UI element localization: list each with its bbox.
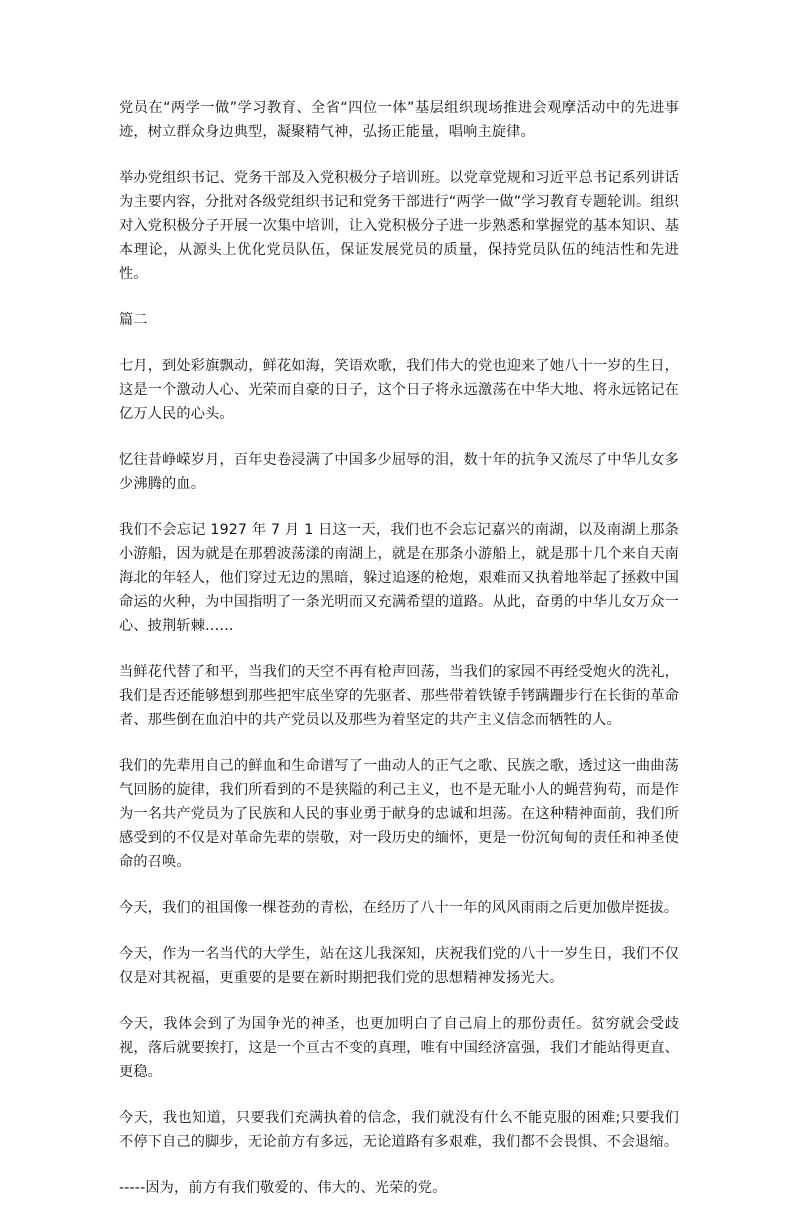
paragraph-flowers-peace: 当鲜花代替了和平，当我们的天空不再有枪声回荡，当我们的家园不再经受炮火的洗礼，我们是否还能够想到那些把牢底坐穿的先驱者、那些带着铁镣手铐蹒跚步行在长街的革命者、那些倒在血泊中的共产党员以及那些为着坚定的共产主义信念而牺牲的人。 <box>119 664 679 728</box>
paragraph-predecessors: 我们的先辈用自己的鲜血和生命谱写了一曲动人的正气之歌、民族之歌，透过这一曲曲荡气回肠的旋律，我们所看到的不是狭隘的利己主义，也不是无耻小人的蝇营狗苟，而是作为一名共产党员为了民族和人民的事业勇于献身的忠诚和坦荡。在这种精神面前，我们所感受到的不仅是对革命先辈的崇敬，对一段历史的缅怀，更是一份沉甸甸的责任和神圣使命的召唤。 <box>119 758 679 870</box>
paragraph-closing: -----因为，前方有我们敬爱的、伟大的、光荣的党。 <box>119 1180 447 1196</box>
paragraph-today-student: 今天，作为一名当代的大学生，站在这儿我深知，庆祝我们党的八十一岁生日，我们不仅仅是对其祝福，更重要的是要在新时期把我们党的思想精神发扬光大。 <box>119 946 679 986</box>
document-body <box>119 96 679 1222</box>
paragraph-nanhu-boat: 我们不会忘记 1927 年 7 月 1 日这一天，我们也不会忘记嘉兴的南湖，以及南湖上那条小游船，因为就是在那碧波荡漾的南湖上，就是在那条小游船上，就是那十几个来自天南海北的年轻人，他们穿过无边的黑暗，躲过追逐的枪炮，艰难而又执着地举起了拯救中国命运的火种，为中国指明了一条光明而又充满希望的道路。从此，奋勇的中华儿女万众一心、披荆斩棘…… <box>119 522 679 634</box>
paragraph-today-pine: 今天，我们的祖国像一棵苍劲的青松，在经历了八十一年的风风雨雨之后更加傲岸挺拔。 <box>119 900 679 916</box>
paragraph-past-years: 忆往昔峥嵘岁月，百年史卷浸满了中国多少屈辱的泪，数十年的抗争又流尽了中华儿女多少沸腾的血。 <box>119 452 679 492</box>
paragraph-today-belief: 今天，我也知道，只要我们充满执着的信念，我们就没有什么不能克服的困难;只要我们不停下自己的脚步，无论前方有多远，无论道路有多艰难，我们都不会畏惧、不会退缩。 <box>119 1110 679 1150</box>
paragraph-july-birthday: 七月，到处彩旗飘动，鲜花如海，笑语欢歌，我们伟大的党也迎来了她八十一岁的生日，这是一个激动人心、光荣而自豪的日子，这个日子将永远激荡在中华大地、将永远铭记在亿万人民的心头。 <box>119 358 679 422</box>
paragraph-training-class: 举办党组织书记、党务干部及入党积极分子培训班。以党章党规和习近平总书记系列讲话为主要内容，分批对各级党组织书记和党务干部进行“两学一做”学习教育专题轮训。组织对入党积极分子开展一次集中培训，让入党积极分子进一步熟悉和掌握党的基本知识、基本理论，从源头上优化党员队伍，保证发展党员的质量，保持党员队伍的纯洁性和先进性。 <box>119 170 679 282</box>
section-heading: 篇二 <box>119 312 148 328</box>
paragraph-today-responsibility: 今天，我体会到了为国争光的神圣，也更加明白了自己肩上的那份责任。贫穷就会受歧视，落后就要挨打，这是一个亘古不变的真理，唯有中国经济富强，我们才能站得更直、更稳。 <box>119 1016 679 1080</box>
paragraph-advanced-deeds: 党员在“两学一做”学习教育、全省“四位一体”基层组织现场推进会观摩活动中的先进事迹，树立群众身边典型，凝聚精气神，弘扬正能量，唱响主旋律。 <box>119 100 679 140</box>
